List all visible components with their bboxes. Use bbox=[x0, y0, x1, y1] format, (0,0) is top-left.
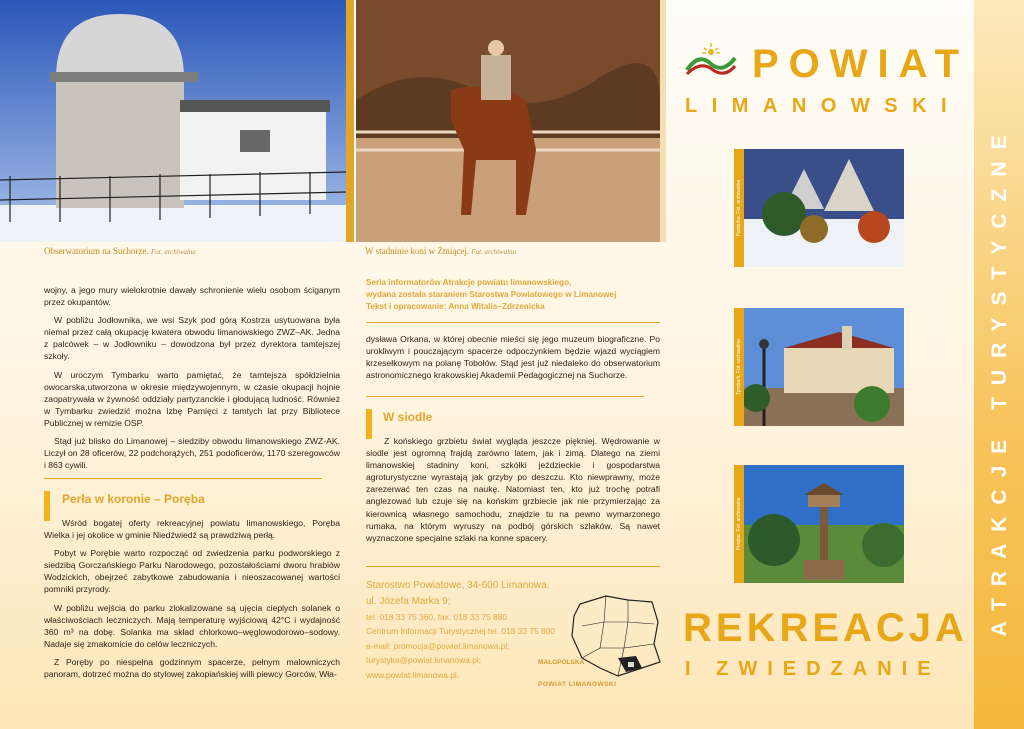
map-county-label: POWIAT LIMANOWSKI bbox=[538, 681, 617, 688]
paragraph: Stąd już blisko do Limanowej – siedziby obwodu limanowskiego ZWZ-AK. Liczył on 28 oficerów, 22 podchorążych, 251 podoficerów, 1170 szeregowców i 863 cywili. bbox=[44, 436, 340, 471]
publication-note bbox=[366, 277, 666, 313]
powiat-logo-icon bbox=[685, 40, 737, 80]
observatory-caption bbox=[44, 246, 196, 256]
stable-caption bbox=[365, 246, 516, 256]
photo-label-text: Poręba. Fot. archiwalna bbox=[736, 497, 742, 551]
stable-caption-text: W stadninie koni w Żmiącej. bbox=[365, 246, 470, 256]
paragraph: Pobyt w Porębie warto rozpocząć od zwiedzenia parku podworskiego z siedzibą Gorczańskiego Parku Narodowego, pozostałościami dworu hrabiów Wodzickich, obejrzeć zabytkowe zabudowania i nieoszacowanej wartości pomniki przyrody. bbox=[44, 548, 340, 595]
vertical-title: ATRAKCJE TURYSTYCZNE bbox=[988, 123, 1011, 637]
observatory-photo bbox=[0, 0, 346, 242]
left-divider bbox=[44, 478, 322, 479]
observatory-credit: Fot. archiwalna bbox=[150, 248, 196, 256]
left-column-top bbox=[44, 284, 340, 477]
middle-column-top bbox=[366, 333, 660, 387]
paragraph: dysława Orkana, w której obecnie mieści się jego muzeum biograficzne. Po urokliwym i pouczającym spacerze odpoczynkiem będzie wjazd wyciągiem krzesełkowym na polanę Tobołów. Stąd jest już niedaleko do obserwatorium astronomicznego krakowskiej Akademii Pedagogicznej na Suchorze. bbox=[366, 334, 660, 381]
contact-phone: tel. 018 33 75 360, fax. 018 33 75 880 bbox=[366, 612, 508, 622]
photo-label-pasterka bbox=[734, 149, 744, 267]
intro-line: Tekst i opracowanie: Anna Witalis–Zdrzenicka bbox=[366, 302, 545, 311]
pasterka-photo bbox=[744, 149, 904, 267]
paragraph: W uroczym Tymbarku warto pamiętać, że tamtejsza spółdzielnia owocarska,utworzona w okresie międzywojennym, w czasie okupacji hojnie zaopatrywała w żywność oddziały partyzanckie i głodującą ludność. Również w Tymbarku zwiedzić można Izbę Pamięci z tamtych lat przy Bibliotece Publicznej w remizie OSP. bbox=[44, 369, 340, 428]
left-column-bottom bbox=[44, 517, 340, 686]
contact-website-link[interactable]: www.powiat.limanowa.pl. bbox=[366, 669, 460, 680]
contact-email-link[interactable]: e-mail: promocja@powiat.limanowa.pl; bbox=[366, 640, 510, 651]
tymbark-photo bbox=[744, 308, 904, 426]
middle-column-bottom bbox=[366, 435, 660, 550]
section-title-siodle: W siodle bbox=[383, 410, 433, 424]
intro-line: wydana została staraniem Starostwa Powiatowego w Limanowej bbox=[366, 290, 617, 299]
map-region-label: MAŁOPOLSKA bbox=[538, 659, 585, 666]
paragraph: W pobliżu Jodłownika, we wsi Szyk pod górą Kostrza usytuowana była niemal przez całą okupację kwatera obwodu limanowskiego ZWZ–AK. Jedna z palcówek – w Jodłowniku – dowodzona był przez dyrektora tamtejszej szkoły. bbox=[44, 315, 340, 362]
photo-label-text: Tymbark. Fot. archiwalna bbox=[736, 339, 742, 395]
cover-subtitle: LIMANOWSKI bbox=[685, 95, 962, 117]
paragraph: Z końskiego grzbietu świat wygląda jeszcze piękniej. Wędrowanie w siodle jest ogromną frajdą zarówno latem, jak i zimą. Dlatego na ziemi limanowskiej stadniny koni, szkółki jeździeckie i gospodarstwa agroturystyczne wyrastają jak grzyby po deszczu. Kto niewprawny, może zarezerwać ten czas na naukę. Natomiast ten, kto już trochę potrafi anglezować lub czuje się na końskim grzbiecie jak nie przymierzając za kierownicą własnego samochodu, znajdzie tu na pewno wymarzonego rumaka, na którym wyruszy na podbój górskich szlaków. Są nawet wyznaczone specjalne szlaki na konne spacery. bbox=[366, 436, 660, 543]
contact-cit-phone: Centrum Informacji Turystycznej tel. 018 33 75 800 bbox=[366, 626, 555, 637]
middle-divider-top bbox=[366, 322, 660, 323]
paragraph: wojny, a jego mury wielokrotnie dawały schronienie wielu osobom ściganym przez okupantów. bbox=[44, 285, 340, 308]
middle-divider-bottom bbox=[366, 566, 660, 567]
paragraph: Z Poręby po niespełna godzinnym spacerze, pełnym malowniczych panoram, dotrzeć można do stylowej zakopiańskiej willi piewcy Gorców, Wła- bbox=[44, 656, 340, 680]
photo-divider-1 bbox=[346, 0, 354, 242]
cover-main-subtitle: I ZWIEDZANIE bbox=[685, 658, 941, 680]
section-title-poreba: Perła w koronie – Poręba bbox=[62, 492, 205, 506]
paragraph: Wśród bogatej oferty rekreacyjnej powiatu limanowskiego, Poręba Wielka i jej okolice w gminie Niedźwiedź są prawdziwą perłą. bbox=[44, 518, 340, 541]
photo-label-text: Pasterka. Fot. archiwalna bbox=[736, 179, 742, 237]
contact-address: Starostwo Powiatowe, 34-600 Limanowa, bbox=[366, 580, 550, 591]
stable-photo bbox=[356, 0, 660, 242]
contact-email-link[interactable]: turystyka@powiat.limanowa.pl; bbox=[366, 655, 482, 666]
contact-street: ul. Józefa Marka 9; bbox=[366, 596, 451, 607]
stable-credit: Fot. archiwalna bbox=[471, 248, 517, 256]
paragraph: W pobliżu wejścia do parku zlokalizowane są ujęcia cieplych solanek o właściwościach leczniczych. Mają temperaturę wyjściową 42°C i wydajność 360 m³ na dobę. Solanka ma skład chlorkowo–węglowodorowo–sodowy. Nadaje się zmakomicie do celów leczniczych. bbox=[44, 602, 340, 649]
contact-block bbox=[366, 578, 596, 682]
photo-label-tymbark bbox=[734, 308, 744, 426]
photo-label-poreba bbox=[734, 465, 744, 583]
poreba-photo bbox=[744, 465, 904, 583]
photo-divider-2 bbox=[660, 0, 666, 242]
intro-line: Seria informatorów Atrakcje powiatu limanowskiego, bbox=[366, 278, 572, 287]
cover-main-title: REKREACJA bbox=[683, 606, 968, 650]
observatory-caption-text: Obserwatorium na Suchorze. bbox=[44, 246, 149, 256]
cover-title: POWIAT bbox=[752, 42, 970, 86]
middle-divider-mid bbox=[366, 396, 644, 397]
